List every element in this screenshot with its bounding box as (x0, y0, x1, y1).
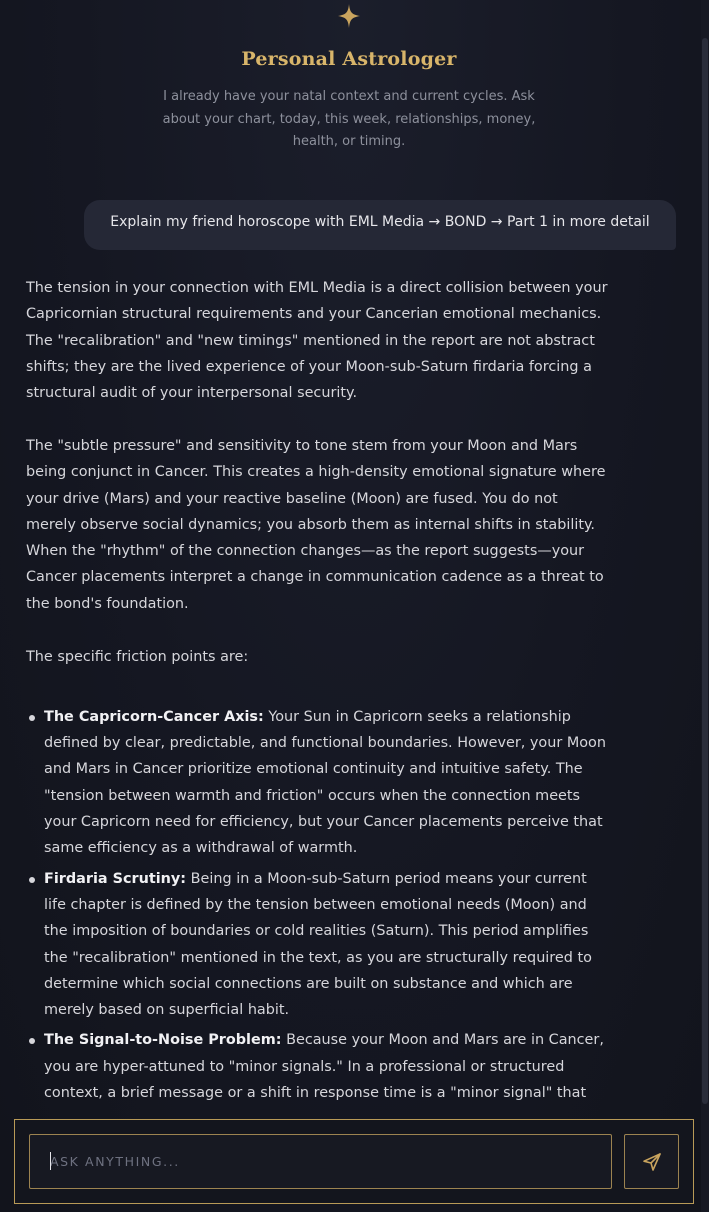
response-paragraph: The specific friction points are: (26, 648, 249, 665)
send-button[interactable] (624, 1134, 679, 1189)
bullet-icon (29, 715, 35, 721)
scrollbar-thumb[interactable] (702, 38, 708, 1104)
list-item-title: Firdaria Scrutiny: (44, 870, 187, 887)
list-item-title: The Signal-to-Noise Problem: (44, 1032, 282, 1049)
user-message-text: Explain my friend horoscope with EML Media → BOND → Part 1 in more detail (110, 214, 650, 230)
message-composer (14, 1119, 694, 1204)
user-message-bubble (84, 200, 676, 250)
assistant-response (26, 275, 610, 1110)
text-caret (50, 1152, 51, 1170)
page-subtitle: I already have your natal context and current cycles. Ask about your chart, today, this week, relationships, money, health, or timing. (162, 89, 536, 149)
bullet-icon (29, 877, 35, 883)
list-item (44, 866, 610, 1024)
response-paragraph: The "subtle pressure" and sensitivity to tone stem from your Moon and Mars being conjunct in Cancer. This creates a high-density emotional signature where your drive (Mars) and your reactive baseline (Moon) are fused. You do not merely observe social dynamics; you absorb them as internal shifts in stability. When the "rhythm" of the connection changes—as the report suggests—your Cancer placements interpret a change in communication cadence as a threat to the bond's foundation. (26, 437, 606, 612)
send-paper-plane-icon (642, 1152, 662, 1172)
list-item-text: Your Sun in Capricorn seeks a relationship defined by clear, predictable, and functional boundaries. However, your Moon and Mars in Cancer prioritize emotional continuity and intuitive safety. The "tension between warmth and friction" occurs when the connection meets your Capricorn need for efficiency, but your Cancer placements perceive that same efficiency as a withdrawal of warmth. (44, 708, 606, 857)
list-item (44, 704, 610, 862)
list-item-title: The Capricorn-Cancer Axis: (44, 708, 264, 725)
list-item-text: Being in a Moon-sub-Saturn period means your current life chapter is defined by the tension between emotional needs (Moon) and the imposition of boundaries or cold realities (Saturn). This period amplifies the "recalibration" mentioned in the text, as you are structurally required to determine which social connections are built on substance and which are merely based on superficial habit. (44, 870, 592, 1019)
list-item (44, 1027, 610, 1106)
page-title: Personal Astrologer (241, 48, 457, 70)
ask-input[interactable] (29, 1134, 612, 1189)
bullet-icon (29, 1038, 35, 1044)
scrollbar-track[interactable] (701, 0, 709, 1212)
response-paragraph: The tension in your connection with EML Media is a direct collision between your Capricornian structural requirements and your Cancerian emotional mechanics. The "recalibration" and "new timings" mentioned in the report are not abstract shifts; they are the lived experience of your Moon-sub-Saturn firdaria forcing a structural audit of your interpersonal security. (26, 280, 608, 402)
friction-points-list (26, 704, 610, 1106)
list-item-text: Because your Moon and Mars are in Cancer, you are hyper-attuned to "minor signals." In a professional or structured context, a brief message or a shift in response time is a "minor signal" that (44, 1032, 604, 1102)
sparkle-star-icon (337, 3, 361, 29)
